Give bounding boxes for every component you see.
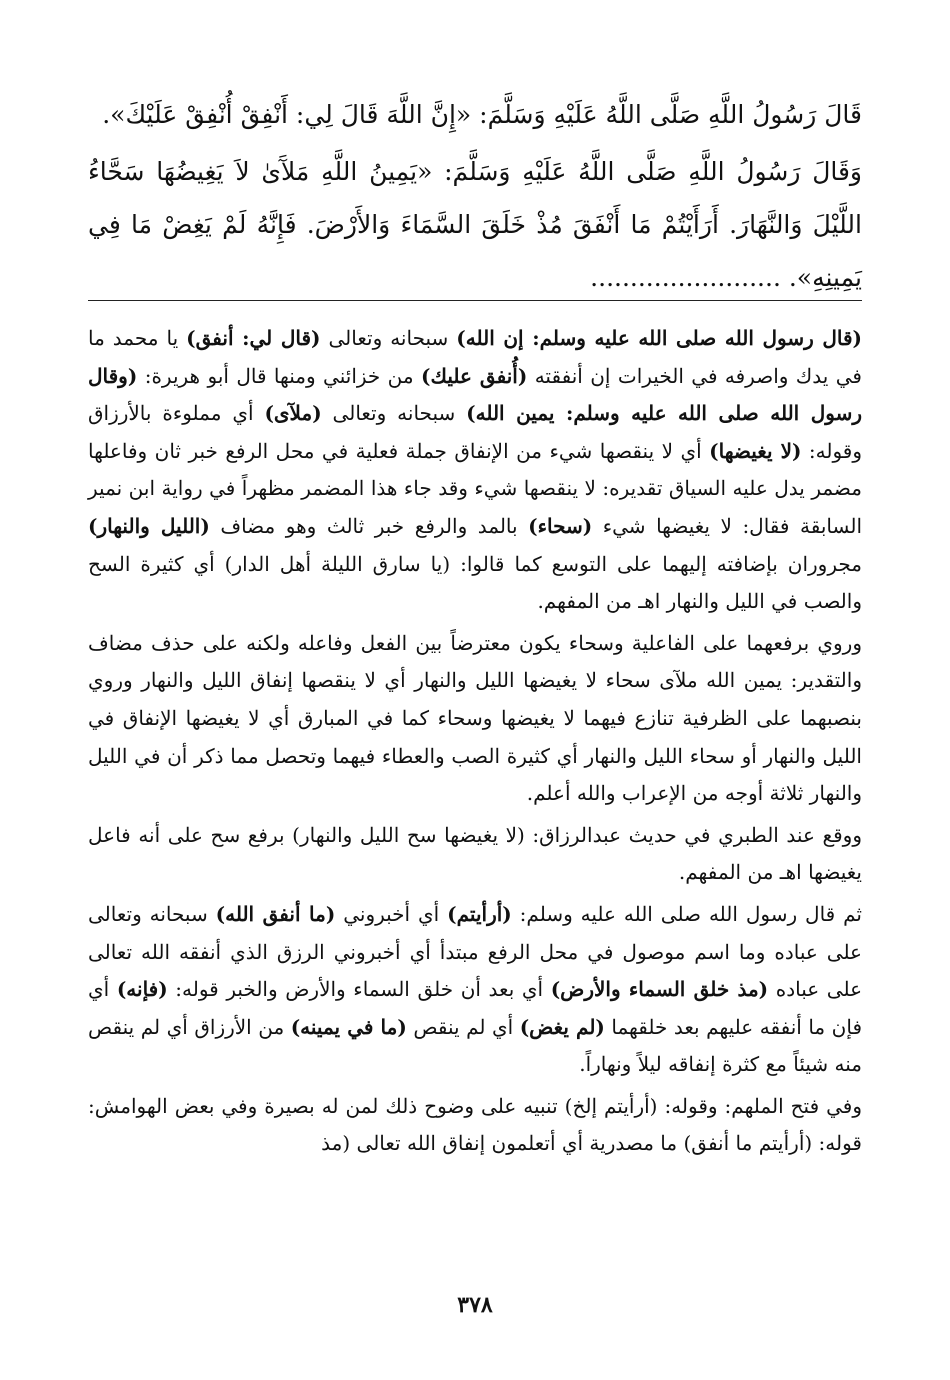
hadith-paragraph-1: قَالَ رَسُولُ اللَّهِ صَلَّى اللَّهُ عَلَيْهِ وَسَلَّمَ: «إِنَّ اللَّهَ قَالَ لِي: أَنْفِقْ أُنْفِقْ عَلَيْكَ». — [102, 100, 862, 129]
commentary-paragraph-3: ووقع عند الطبري في حديث عبدالرزاق: (لا يغيضها سح الليل والنهار) برفع سح على أنه فاعل يغيضها اهـ من المفهم. — [88, 822, 862, 885]
bold-quote-segment: (فإنه) — [116, 977, 168, 1002]
separator-line — [88, 300, 862, 301]
page-number: ٣٧٨ — [457, 1292, 493, 1318]
bold-quote-segment: (لم يغض) — [519, 1014, 605, 1039]
commentary-paragraph-2: وروي برفعهما على الفاعلية وسحاء يكون معترضاً بين الفعل وفاعله ولكنه على حذف مضاف والتقدير: يمين الله ملآى سحاء لا يغيضها الليل والنهار أي لا ينقصها إنفاق الليل والنهار وروي بنصبهما على الظرفية تنازع فيهما لا يغيضها وسحاء كما في المبارق أي لا يغيضها الإنفاق في الليل والنهار أو سحاء الليل والنهار أي كثيرة الصب والعطاء فيهما وتحصل مما ذكر أن في الليل والنهار ثلاثة أوجه من الإعراب والله أعلم. — [88, 630, 862, 806]
commentary-paragraph-5: وفي فتح الملهم: وقوله: (أرأيتم إلخ) تنبيه على وضوح ذلك لمن له بصيرة وفي بعض الهوامش: قوله: (أرأيتم ما أنفق) ما مصدرية أي أتعلمون إنفاق الله تعالى (مذ — [88, 1093, 862, 1156]
commentary-paragraph-4 — [88, 896, 862, 1084]
text-segment: أي لم ينقص — [406, 1014, 520, 1039]
text-segment: أي فإن ما أنفقه عليهم بعد خلقهما — [88, 977, 863, 1039]
bold-quote-segment: (قال رسول الله صلى الله عليه وسلم: إن الله) — [456, 326, 862, 350]
bold-quote-segment: (وقال رسول الله صلى الله عليه وسلم: يمين الله) — [88, 363, 862, 426]
bold-quote-segment: (أرأيتم) — [447, 901, 512, 926]
text-segment: أي بعد أن خلق السماء والأرض والخبر قوله: — [167, 977, 551, 1002]
text-segment: ثم قال رسول الله صلى الله عليه وسلم: — [511, 901, 863, 926]
bold-quote-segment: (قال لي: أنفق) — [186, 326, 321, 350]
text-segment: من خزائني ومنها قال أبو هريرة: — [137, 363, 422, 388]
commentary-paragraph-1 — [88, 320, 862, 621]
text-segment: بالمد والرفع خبر ثالث وهو مضاف — [209, 513, 529, 538]
hadith-paragraph-2: وَقَالَ رَسُولُ اللَّهِ صَلَّى اللَّهُ عَلَيْهِ وَسَلَّمَ: «يَمِينُ اللَّهِ مَلآَىٰ لاَ يَغِيضُهَا سَحَّاءُ اللَّيْلَ وَالنَّهَارَ. أَرَأَيْتُمْ مَا أَنْفَقَ مُذْ خَلَقَ السَّمَاءَ وَالأَرْضَ. فَإِنَّهُ لَمْ يَغِضْ مَا فِي يَمِينِهِ». ........................ — [88, 157, 862, 292]
bold-quote-segment: (أُنفق عليك) — [421, 363, 528, 388]
bold-quote-segment: (لا يغيضها) — [709, 438, 802, 463]
text-segment: سبحانه وتعالى — [320, 326, 457, 350]
text-segment: من الأرزاق أي لم ينقص منه شيئاً مع كثرة إنفاقه ليلاً ونهاراً. — [88, 1014, 862, 1077]
bold-quote-segment: (ما في يمينه) — [290, 1014, 407, 1039]
bold-quote-segment: (ما أنفق الله) — [215, 901, 336, 926]
text-segment: سبحانه وتعالى — [321, 401, 467, 426]
text-segment: أي مملوءة بالأرزاق وقوله: — [88, 401, 863, 463]
hadith-text — [88, 88, 862, 308]
bold-quote-segment: (مذ خلق السماء والأرض) — [550, 977, 769, 1002]
bold-quote-segment: (ملآى) — [264, 401, 322, 426]
bold-quote-segment: (الليل والنهار) — [88, 513, 210, 538]
text-segment: سبحانه وتعالى على عباده وما اسم موصول في محل الرفع مبتدأ أي أخبروني الرزق الذي أنفقه الله تعالى على عباده — [88, 901, 862, 1002]
text-segment: مجروران بإضافته إليهما على التوسع كما قالوا: (يا سارق الليلة أهل الدار) أي كثيرة السح والصب في الليل والنهار اهـ من المفهم. — [88, 551, 862, 614]
bold-quote-segment: (سحاء) — [528, 513, 593, 538]
commentary-text — [88, 320, 862, 1167]
text-segment: يا محمد ما في يدك واصرفه في الخيرات إن أنفقته — [88, 326, 862, 388]
text-segment: أي لا ينقصها شيء من الإنفاق جملة فعلية في محل الرفع خبر ثان وفاعلها مضمر يدل عليه السياق تقديره: لا ينقصها شيء وقد جاء هذا المضمر مظهراً في رواية ابن نمير السابقة فقال: لا يغيضها شيء — [88, 438, 862, 538]
text-segment: أي أخبروني — [335, 901, 448, 926]
